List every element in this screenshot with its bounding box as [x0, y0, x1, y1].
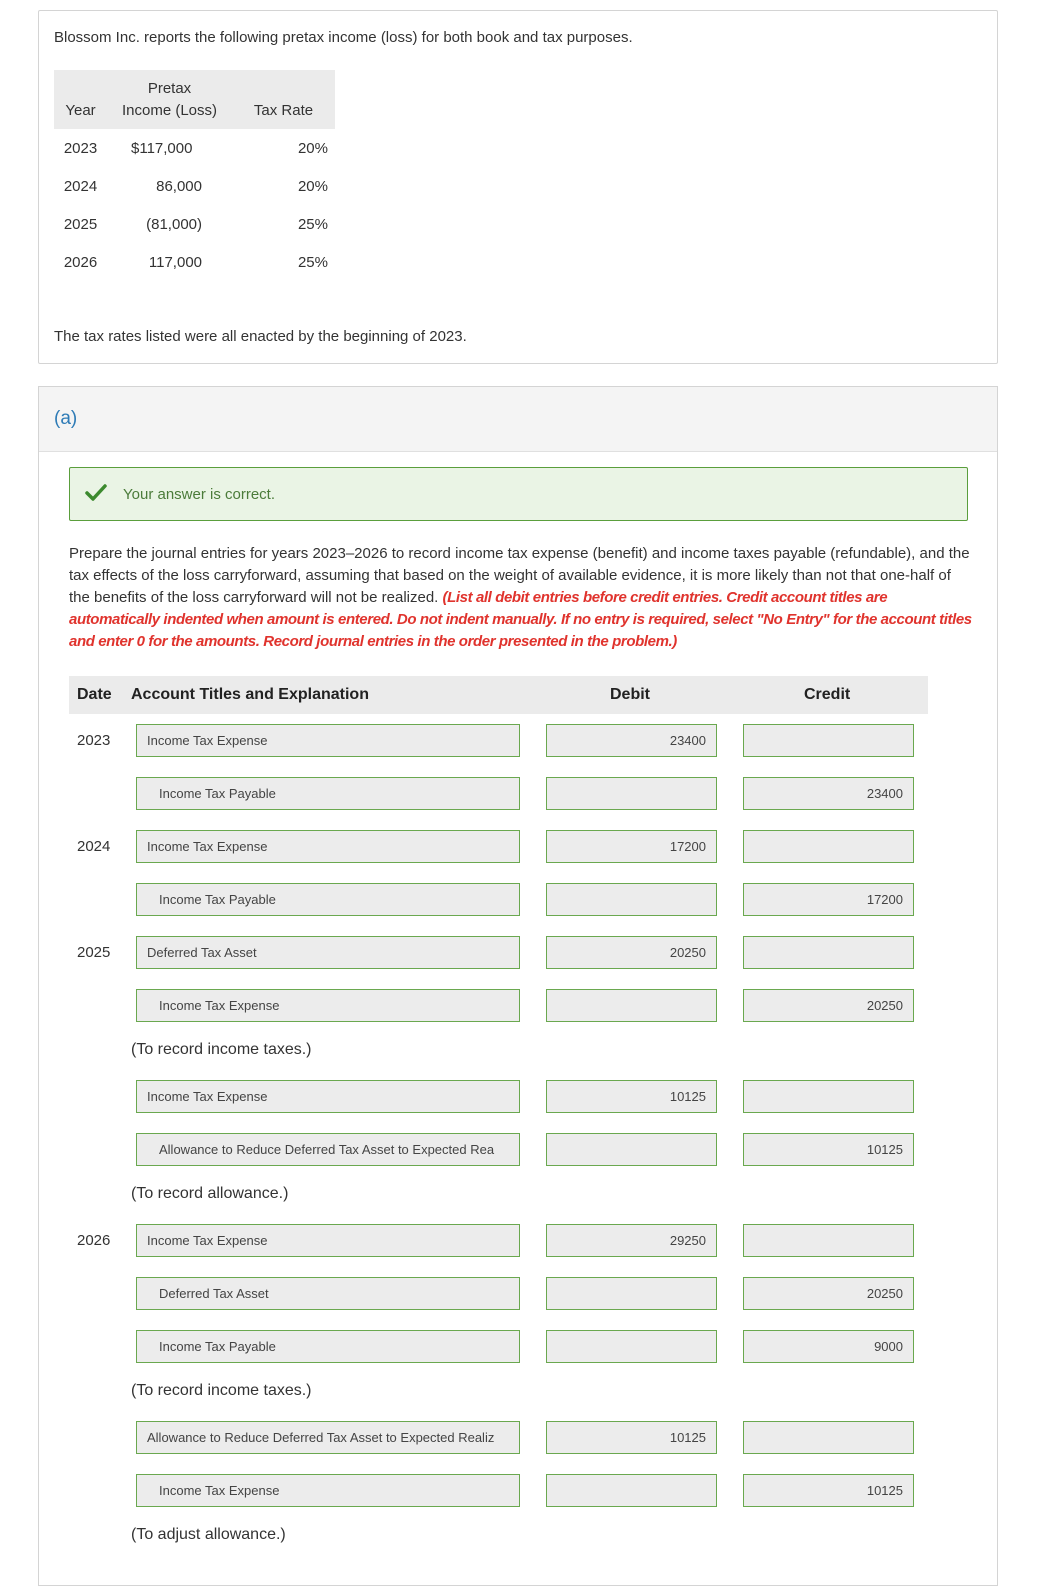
credit-input[interactable] — [743, 724, 914, 757]
account-select[interactable]: Income Tax Expense — [136, 1224, 520, 1257]
debit-input[interactable] — [546, 1330, 717, 1363]
entry-date: 2026 — [77, 1232, 111, 1249]
correct-message: Your answer is correct. — [123, 486, 276, 503]
cell-year: 2026 — [63, 253, 98, 271]
debit-input[interactable]: 20250 — [546, 936, 717, 969]
journal-row — [69, 883, 929, 916]
cell-rate: 25% — [297, 215, 328, 233]
credit-input[interactable] — [743, 830, 914, 863]
credit-input[interactable] — [743, 1080, 914, 1113]
header-date: Date — [77, 686, 112, 703]
entry-date: 2023 — [77, 732, 111, 749]
account-select[interactable]: Income Tax Payable — [136, 777, 520, 810]
credit-input[interactable] — [743, 936, 914, 969]
debit-input[interactable] — [546, 1474, 717, 1507]
debit-input[interactable] — [546, 1277, 717, 1310]
header-account: Account Titles and Explanation — [131, 686, 369, 703]
debit-input[interactable] — [546, 883, 717, 916]
debit-input[interactable]: 10125 — [546, 1080, 717, 1113]
entry-note: (To record allowance.) — [131, 1185, 289, 1202]
debit-input[interactable] — [546, 1133, 717, 1166]
journal-row — [69, 1224, 929, 1257]
credit-input[interactable]: 23400 — [743, 777, 914, 810]
journal-row — [69, 1474, 929, 1507]
pretax-income-table — [54, 70, 335, 281]
cell-income: 86,000 — [156, 177, 202, 195]
table-row — [54, 243, 335, 281]
account-select[interactable]: Income Tax Expense — [136, 989, 520, 1022]
table-row — [54, 129, 335, 167]
credit-input[interactable]: 10125 — [743, 1133, 914, 1166]
journal-row — [69, 1277, 929, 1310]
entry-note: (To adjust allowance.) — [131, 1526, 286, 1543]
table-row — [54, 167, 335, 205]
debit-input[interactable]: 23400 — [546, 724, 717, 757]
problem-footnote: The tax rates listed were all enacted by the beginning of 2023. — [54, 328, 467, 345]
cell-income: $117,000 — [131, 139, 193, 157]
col-pretax-income-line1: Pretax — [147, 80, 192, 97]
journal-row — [69, 724, 929, 757]
cell-income: 117,000 — [148, 253, 202, 271]
problem-intro: Blossom Inc. reports the following pretax income (loss) for both book and tax purposes. — [54, 29, 633, 46]
part-header — [39, 387, 997, 452]
account-select[interactable]: Income Tax Expense — [136, 1474, 520, 1507]
account-select[interactable]: Income Tax Expense — [136, 830, 520, 863]
header-debit: Debit — [610, 686, 650, 703]
cell-year: 2023 — [63, 139, 98, 157]
journal-row — [69, 777, 929, 810]
col-pretax-income-line2: Income (Loss) — [121, 102, 218, 119]
instructions — [69, 543, 974, 653]
account-select[interactable]: Allowance to Reduce Deferred Tax Asset to Expected Rea — [136, 1133, 520, 1166]
answer-correct-banner — [69, 467, 968, 521]
checkmark-icon — [85, 483, 107, 503]
account-select[interactable]: Deferred Tax Asset — [136, 936, 520, 969]
credit-input[interactable] — [743, 1421, 914, 1454]
debit-input[interactable]: 29250 — [546, 1224, 717, 1257]
journal-header — [69, 676, 928, 714]
credit-input[interactable]: 10125 — [743, 1474, 914, 1507]
part-label: (a) — [54, 408, 78, 429]
entry-date: 2025 — [77, 944, 111, 961]
cell-year: 2024 — [63, 177, 98, 195]
account-select[interactable]: Income Tax Expense — [136, 1080, 520, 1113]
entry-note: (To record income taxes.) — [131, 1382, 312, 1399]
entry-note: (To record income taxes.) — [131, 1041, 312, 1058]
debit-input[interactable] — [546, 989, 717, 1022]
credit-input[interactable]: 9000 — [743, 1330, 914, 1363]
header-credit: Credit — [804, 686, 851, 703]
account-select[interactable]: Income Tax Payable — [136, 1330, 520, 1363]
account-select[interactable]: Deferred Tax Asset — [136, 1277, 520, 1310]
debit-input[interactable]: 10125 — [546, 1421, 717, 1454]
credit-input[interactable]: 20250 — [743, 989, 914, 1022]
cell-rate: 25% — [297, 253, 328, 271]
part-a-panel — [38, 386, 998, 1586]
journal-row — [69, 830, 929, 863]
journal-row — [69, 936, 929, 969]
account-select[interactable]: Income Tax Expense — [136, 724, 520, 757]
instructions-emphasis: (List all debit entries before credit entries. Credit account titles are automatically indented when amount is entered. Do not indent manually. If no entry is required, select "No Entry" for the account titles and enter 0 for the amounts. Record journal entries in the order presented in the problem.) — [69, 589, 972, 650]
debit-input[interactable] — [546, 777, 717, 810]
entry-date: 2024 — [77, 838, 111, 855]
table-row — [54, 205, 335, 243]
cell-rate: 20% — [297, 177, 328, 195]
cell-income: (81,000) — [146, 215, 202, 233]
cell-year: 2025 — [63, 215, 98, 233]
col-year: Year — [54, 70, 107, 129]
journal-row — [69, 989, 929, 1022]
col-tax-rate: Tax Rate — [232, 70, 335, 129]
account-select[interactable]: Allowance to Reduce Deferred Tax Asset to Expected Realiz — [136, 1421, 520, 1454]
debit-input[interactable]: 17200 — [546, 830, 717, 863]
instructions-main: Prepare the journal entries for years 2023–2026 to record income tax expense (benefit) and income taxes payable (refundable), and the tax effects of the loss carryforward, assuming that based on the weight of available evidence, it is more likely than not that one-half of the benefits of the loss carryforward will not be realized. — [69, 545, 970, 606]
journal-row — [69, 1330, 929, 1363]
journal-row — [69, 1421, 929, 1454]
col-pretax-income — [107, 70, 232, 129]
cell-rate: 20% — [297, 139, 328, 157]
journal-row — [69, 1133, 929, 1166]
account-select[interactable]: Income Tax Payable — [136, 883, 520, 916]
credit-input[interactable] — [743, 1224, 914, 1257]
problem-statement — [38, 10, 998, 364]
journal-row — [69, 1080, 929, 1113]
credit-input[interactable]: 17200 — [743, 883, 914, 916]
credit-input[interactable]: 20250 — [743, 1277, 914, 1310]
